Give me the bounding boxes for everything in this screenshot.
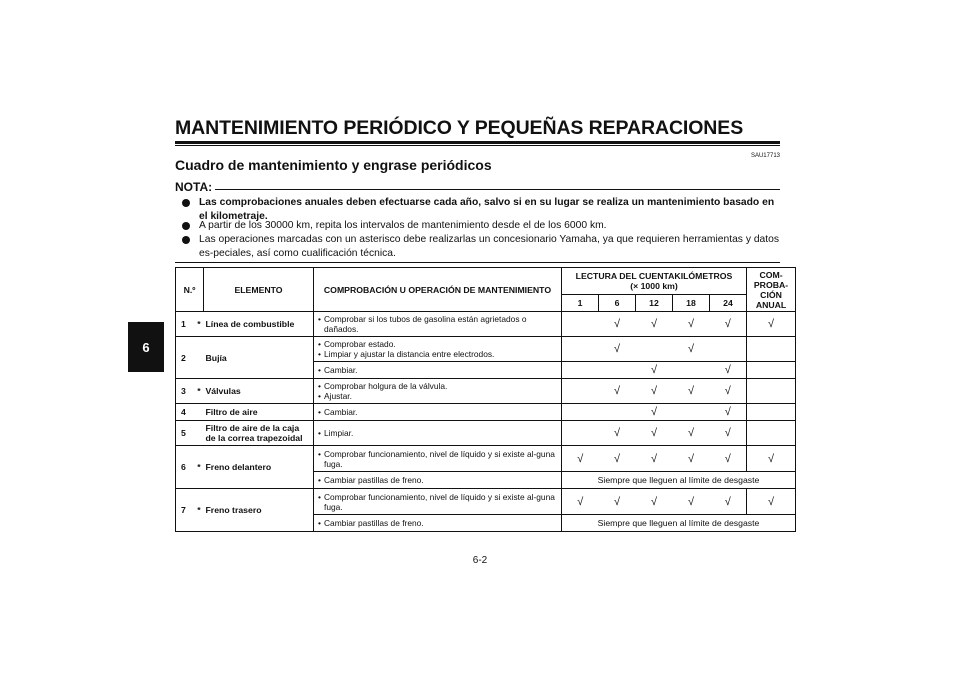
check-icon: √	[636, 489, 673, 515]
note-item: Las comprobaciones anuales deben efectuarse cada año, salvo si en su lugar se realiza un mantenimiento basado en el kilometraje.	[182, 196, 782, 224]
check-icon: √	[562, 489, 599, 515]
table-row: 1 * Línea de combustible • Comprobar si los tubos de gasolina están agrietados o dañados. √ √ √ √ √	[176, 312, 796, 337]
check-icon: √	[747, 312, 796, 337]
check-icon: √	[747, 446, 796, 472]
page-number: 6-2	[472, 555, 488, 566]
bullet-icon	[182, 222, 190, 230]
check-icon: √	[599, 489, 636, 515]
check-icon: √	[710, 379, 747, 404]
check-icon: √	[673, 379, 710, 404]
note-item: Las operaciones marcadas con un asterisco debe realizarlas un concesionario Yamaha, ya que requieren herramientas y datos es-peciales, así como cualificación técnica.	[182, 233, 782, 261]
table-row: 7 * Freno trasero • Comprobar funcionamiento, nivel de líquido y si existe al-guna fuga. √ √ √ √ √ √	[176, 489, 796, 515]
header-num: N.º	[176, 268, 204, 312]
check-icon: √	[747, 489, 796, 515]
page-title: MANTENIMIENTO PERIÓDICO Y PEQUEÑAS REPARACIONES	[175, 117, 744, 139]
table-row: 4 Filtro de aire • Cambiar. √ √	[176, 404, 796, 421]
header-element: ELEMENTO	[204, 268, 314, 312]
check-icon: √	[710, 489, 747, 515]
table-row: 2 Bujía • Comprobar estado. • Limpiar y ajustar la distancia entre electrodos. √ √	[176, 337, 796, 362]
check-icon: √	[710, 362, 747, 379]
title-rule-thin	[175, 145, 780, 146]
table-row: • Cambiar. √ √	[176, 362, 796, 379]
table-row: 6 * Freno delantero • Comprobar funcionamiento, nivel de líquido y si existe al-guna fuga. √ √ √ √ √ √	[176, 446, 796, 472]
check-icon: √	[636, 404, 673, 421]
check-icon: √	[636, 362, 673, 379]
table-row: • Cambiar pastillas de freno. Siempre que lleguen al límite de desgaste	[176, 515, 796, 532]
note-label: NOTA:	[175, 180, 213, 194]
check-icon: √	[673, 337, 710, 362]
check-icon: √	[673, 421, 710, 446]
table-row: • Cambiar pastillas de freno. Siempre que lleguen al límite de desgaste	[176, 472, 796, 489]
chapter-tab: 6	[128, 322, 164, 372]
bullet-icon	[182, 236, 190, 244]
check-icon: √	[562, 446, 599, 472]
check-icon: √	[673, 446, 710, 472]
note-rule	[215, 189, 780, 190]
section-code: SAU17713	[750, 153, 780, 159]
header-km: 1	[562, 295, 599, 312]
check-icon: √	[636, 446, 673, 472]
check-icon: √	[710, 421, 747, 446]
maintenance-table	[175, 267, 796, 532]
check-icon: √	[636, 421, 673, 446]
section-title: Cuadro de mantenimiento y engrase periódicos	[175, 157, 492, 173]
check-icon: √	[599, 337, 636, 362]
header-annual: COM- PROBA- CIÓN ANUAL	[747, 268, 796, 312]
check-icon: √	[599, 379, 636, 404]
header-km: 12	[636, 295, 673, 312]
check-icon: √	[710, 312, 747, 337]
check-icon: √	[599, 312, 636, 337]
table-row: 5 Filtro de aire de la caja de la correa trapezoidal • Limpiar. √ √ √ √	[176, 421, 796, 446]
bullet-icon	[182, 199, 190, 207]
check-icon: √	[710, 446, 747, 472]
check-icon: √	[599, 421, 636, 446]
check-icon: √	[673, 312, 710, 337]
table-row: 3 * Válvulas • Comprobar holgura de la válvula. • Ajustar. √ √ √ √	[176, 379, 796, 404]
title-rule	[175, 141, 780, 144]
check-icon: √	[673, 489, 710, 515]
header-km: 24	[710, 295, 747, 312]
check-icon: √	[599, 446, 636, 472]
header-odometer: LECTURA DEL CUENTAKILÓMETROS (× 1000 km)	[562, 268, 747, 295]
header-km: 18	[673, 295, 710, 312]
header-km: 6	[599, 295, 636, 312]
check-icon: √	[636, 312, 673, 337]
check-icon: √	[636, 379, 673, 404]
check-icon: √	[710, 404, 747, 421]
header-operation: COMPROBACIÓN U OPERACIÓN DE MANTENIMIENTO	[314, 268, 562, 312]
note-item: A partir de los 30000 km, repita los intervalos de mantenimiento desde el de los 6000 km.	[182, 219, 782, 233]
note-end-rule	[175, 262, 780, 263]
